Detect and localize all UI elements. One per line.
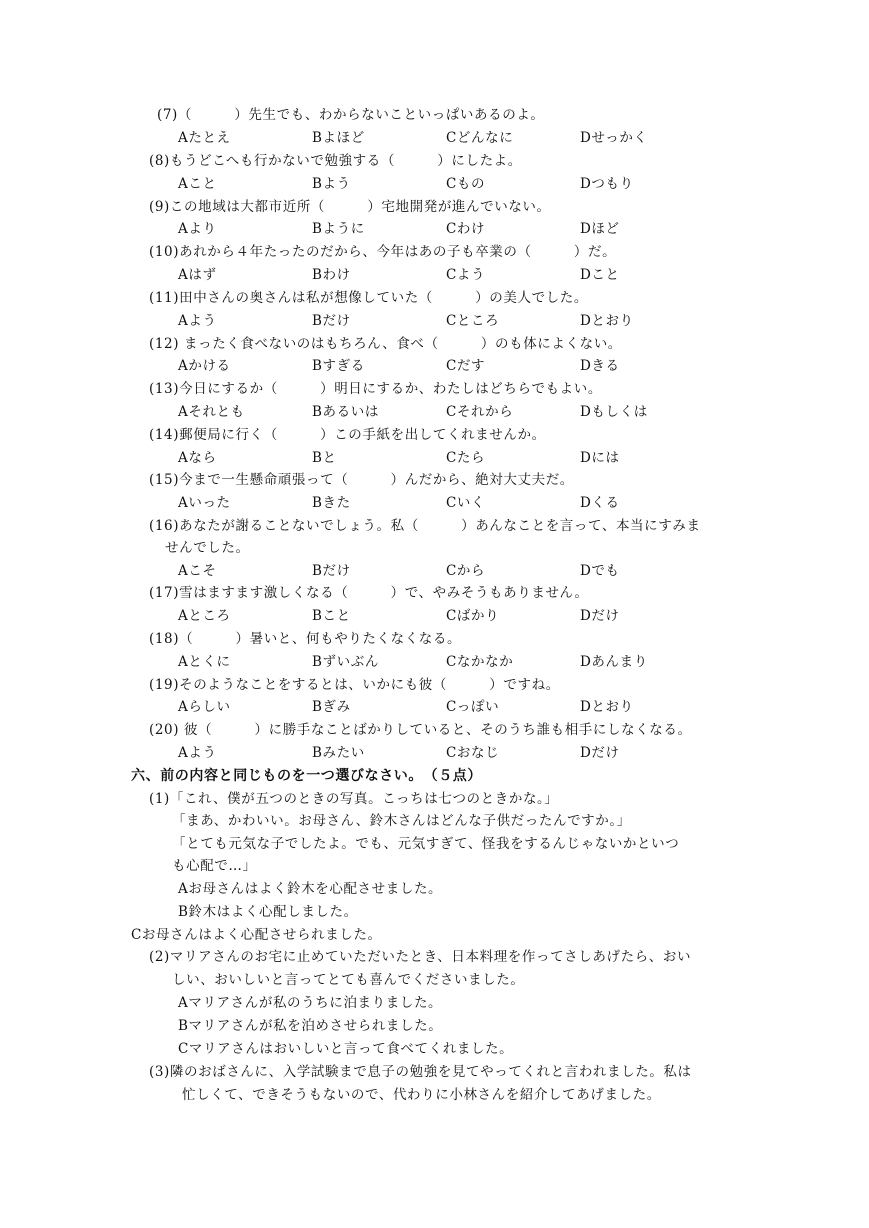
question-stem: (8)もうどこへも行かないで勉強する（ ）にしたよ。 bbox=[149, 153, 522, 169]
question-stem: (16)あなたが謝ることないでしょう。私（ ）あんなことを言って、本当にすみま bbox=[149, 518, 701, 534]
option-c: Cたら bbox=[446, 450, 486, 466]
option-b: Bよほど bbox=[312, 130, 365, 146]
option-c: Cだす bbox=[446, 358, 486, 374]
option-a: Aなら bbox=[178, 450, 217, 466]
option-a: Aマリアさんが私のうちに泊まりました。 bbox=[178, 995, 443, 1011]
option-d: Dには bbox=[580, 450, 620, 466]
option-c: Cどんなに bbox=[446, 130, 514, 146]
option-a: Aいった bbox=[178, 495, 231, 511]
option-d: Dあんまり bbox=[580, 654, 648, 670]
option-b: Bと bbox=[312, 450, 337, 466]
question-stem: (7)（ ）先生でも、わからないこといっぱいあるのよ。 bbox=[157, 107, 545, 123]
question-stem: (14)郵便局に行く（ ）この手紙を出してくれませんか。 bbox=[149, 427, 546, 443]
option-d: Dつもり bbox=[580, 176, 634, 192]
question-stem-continued: せんでした。 bbox=[165, 540, 250, 556]
question-stem: (19)そのようなことをするとは、いかにも彼（ ）ですね。 bbox=[149, 677, 560, 693]
option-d: Dきる bbox=[580, 358, 620, 374]
option-d: Dだけ bbox=[580, 608, 620, 624]
option-a: Aとくに bbox=[178, 654, 231, 670]
option-a: Aはず bbox=[178, 267, 217, 283]
passage-line: 忙しくて、できそうもないので、代わりに小林さんを紹介してあげました。 bbox=[182, 1087, 661, 1103]
option-c: Cそれから bbox=[446, 404, 514, 420]
option-b: Bこと bbox=[312, 608, 351, 624]
question-stem: (12) まったく食べないのはもちろん、食べ（ ）のも体によくない。 bbox=[149, 336, 622, 352]
option-d: Dせっかく bbox=[580, 130, 648, 146]
option-b: Bあるいは bbox=[312, 404, 379, 420]
option-b: Bマリアさんが私を泊めさせられました。 bbox=[178, 1018, 443, 1034]
option-c: Cマリアさんはおいしいと言って食べてくれました。 bbox=[178, 1041, 514, 1057]
question-stem: (11)田中さんの奥さんは私が想像していた（ ）の美人でした。 bbox=[149, 290, 589, 306]
option-c: Cところ bbox=[446, 313, 500, 329]
question-stem: (15)今まで一生懸命頑張って（ ）んだから、絶対大丈夫だ。 bbox=[149, 472, 574, 488]
passage-line: (3)隣のおばさんに、入学試験まで息子の勉強を見てやってくれと言われました。私は bbox=[149, 1064, 692, 1080]
option-d: Dこと bbox=[580, 267, 620, 283]
option-c: Cよう bbox=[446, 267, 486, 283]
option-d: Dもしくは bbox=[580, 404, 648, 420]
option-d: Dとおり bbox=[580, 313, 634, 329]
option-a: Aらしい bbox=[178, 699, 231, 715]
option-b: Bぎみ bbox=[312, 699, 351, 715]
option-b: Bように bbox=[312, 221, 365, 237]
option-c: Cから bbox=[446, 563, 486, 579]
dialogue-line: 「とても元気な子でしたよ。でも、元気すぎて、怪我をするんじゃないかといつ bbox=[172, 836, 680, 852]
option-a: Aこそ bbox=[178, 563, 217, 579]
option-c: Cいく bbox=[446, 495, 486, 511]
option-a: Aかける bbox=[178, 358, 231, 374]
question-stem: (17)雪はますます激しくなる（ ）で、やみそうもありません。 bbox=[149, 585, 589, 601]
question-stem: (20) 彼（ ）に勝手なことばかりしていると、そのうち誰も相手にしなくなる。 bbox=[149, 722, 692, 738]
option-b: B鈴木はよく心配しました。 bbox=[178, 904, 358, 920]
section-heading: 六、前の内容と同じものを一つ選びなさい。 （５点） bbox=[131, 768, 482, 784]
option-d: Dだけ bbox=[580, 745, 620, 761]
question-stem: (9)この地域は大都市近所（ ）宅地開発が進んでいない。 bbox=[149, 199, 551, 215]
option-d: Dほど bbox=[580, 221, 620, 237]
option-a: Aたとえ bbox=[178, 130, 231, 146]
option-d: Dくる bbox=[580, 495, 620, 511]
option-c: Cわけ bbox=[446, 221, 486, 237]
option-a: Aよう bbox=[178, 745, 217, 761]
option-b: Bよう bbox=[312, 176, 351, 192]
option-a: Aそれとも bbox=[178, 404, 245, 420]
option-c: Cもの bbox=[446, 176, 486, 192]
option-c: Cなかなか bbox=[446, 654, 514, 670]
option-a: Aところ bbox=[178, 608, 231, 624]
option-b: Bずいぶん bbox=[312, 654, 379, 670]
option-d: Dでも bbox=[580, 563, 620, 579]
option-a: Aこと bbox=[178, 176, 217, 192]
option-b: Bわけ bbox=[312, 267, 351, 283]
option-c: Cおなじ bbox=[446, 745, 500, 761]
option-c: Cお母さんはよく心配させられました。 bbox=[131, 927, 382, 943]
option-c: Cばかり bbox=[446, 608, 500, 624]
question-stem: (13)今日にするか（ ）明日にするか、わたしはどちらでもよい。 bbox=[149, 381, 602, 397]
option-b: Bだけ bbox=[312, 563, 351, 579]
option-c: Cっぽい bbox=[446, 699, 500, 715]
dialogue-line: 「まあ、かわいい。お母さん、鈴木さんはどんな子供だったんですか。」 bbox=[172, 813, 631, 829]
question-stem: (18)（ ）暑いと、何もやりたくなくなる。 bbox=[149, 631, 462, 647]
dialogue-line: も心配で…」 bbox=[172, 858, 257, 874]
option-b: Bだけ bbox=[312, 313, 351, 329]
option-b: Bすぎる bbox=[312, 358, 365, 374]
option-d: Dとおり bbox=[580, 699, 634, 715]
option-b: Bみたい bbox=[312, 745, 365, 761]
option-a: Aよう bbox=[178, 313, 217, 329]
passage-line: (2)マリアさんのお宅に止めていただいたとき、日本料理を作ってさしあげたら、おい bbox=[149, 949, 692, 965]
option-a: Aより bbox=[178, 221, 217, 237]
option-a: Aお母さんはよく鈴木を心配させました。 bbox=[178, 881, 443, 897]
dialogue-line: (1)「これ、僕が五つのときの写真。こっちは七つのときかな。」 bbox=[149, 791, 559, 807]
option-b: Bきた bbox=[312, 495, 351, 511]
question-stem: (10)あれから４年たったのだから、今年はあの子も卒業の（ ）だ。 bbox=[149, 244, 617, 260]
passage-line: しい、おいしいと言ってとても喜んでくださいました。 bbox=[172, 972, 525, 988]
